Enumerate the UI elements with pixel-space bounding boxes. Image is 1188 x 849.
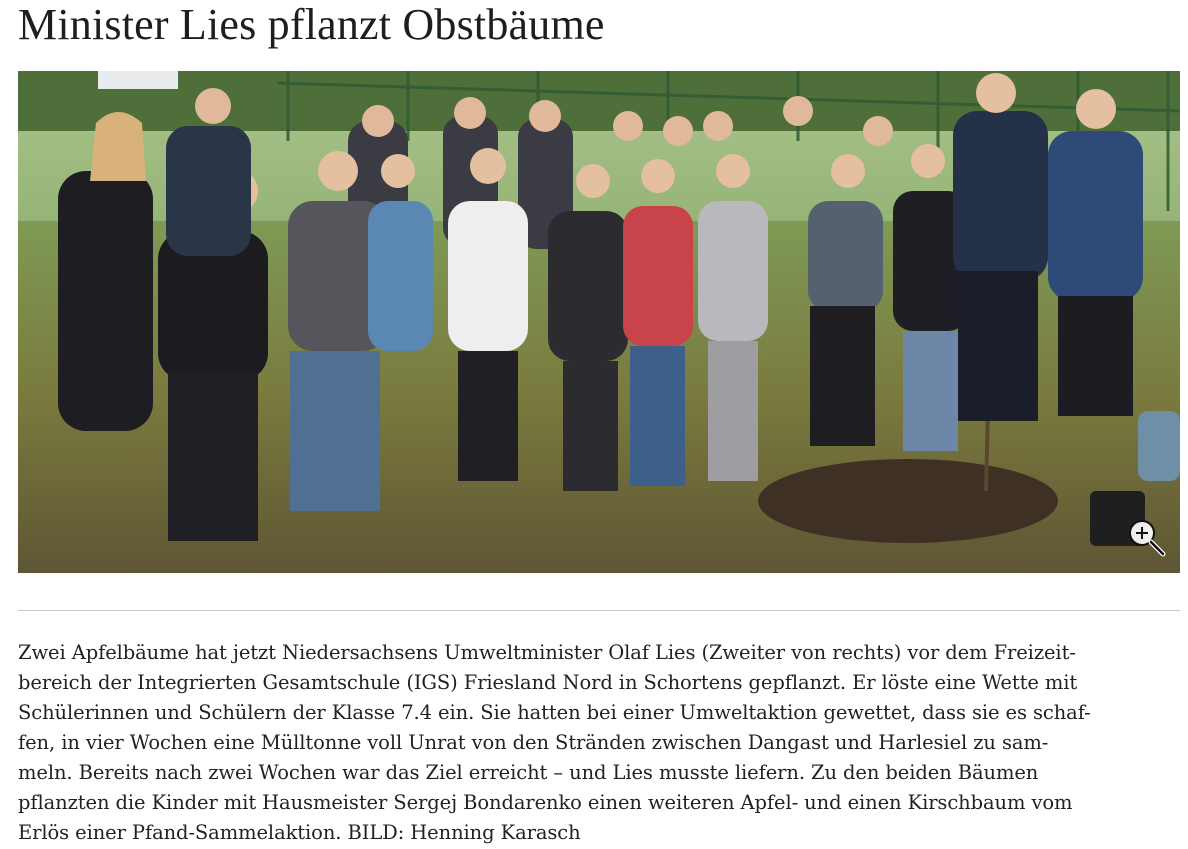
zoom-in-magnifier-icon[interactable] bbox=[1126, 517, 1166, 557]
group-photo-illustration bbox=[18, 71, 1180, 573]
article-photo[interactable] bbox=[18, 71, 1180, 573]
caption-divider bbox=[18, 610, 1180, 611]
article-headline: Minister Lies pflanzt Obstbäume bbox=[18, 0, 605, 49]
photo-caption: Zwei Apfelbäume hat jetzt Niedersachsens Umweltminister Olaf Lies (Zweiter von rechts) vor dem Freizeit- bereich der Integrierten Gesamtschule (IGS) Friesland Nord in Schortens gepflanzt. Er löste eine Wette mit Schülerinnen und Schülern der Klasse 7.4 ein. Sie hatten bei einer Umweltaktion gewettet, dass sie es schaf- fen, in vier Wochen eine Mülltonne voll Unrat von den Stränden zwischen Dangast und Harlesiel zu sam- meln. Bereits nach zwei Wochen war das Ziel erreicht – und Lies musste liefern. Zu den beiden Bäumen pflanzten die Kinder mit Hausmeister Sergej Bondarenko einen weiteren Apfel- und einen Kirschbaum vom Erlös einer Pfand-Sammelaktion. BILD: Henning Karasch bbox=[18, 641, 1091, 844]
article bbox=[18, 0, 1180, 844]
